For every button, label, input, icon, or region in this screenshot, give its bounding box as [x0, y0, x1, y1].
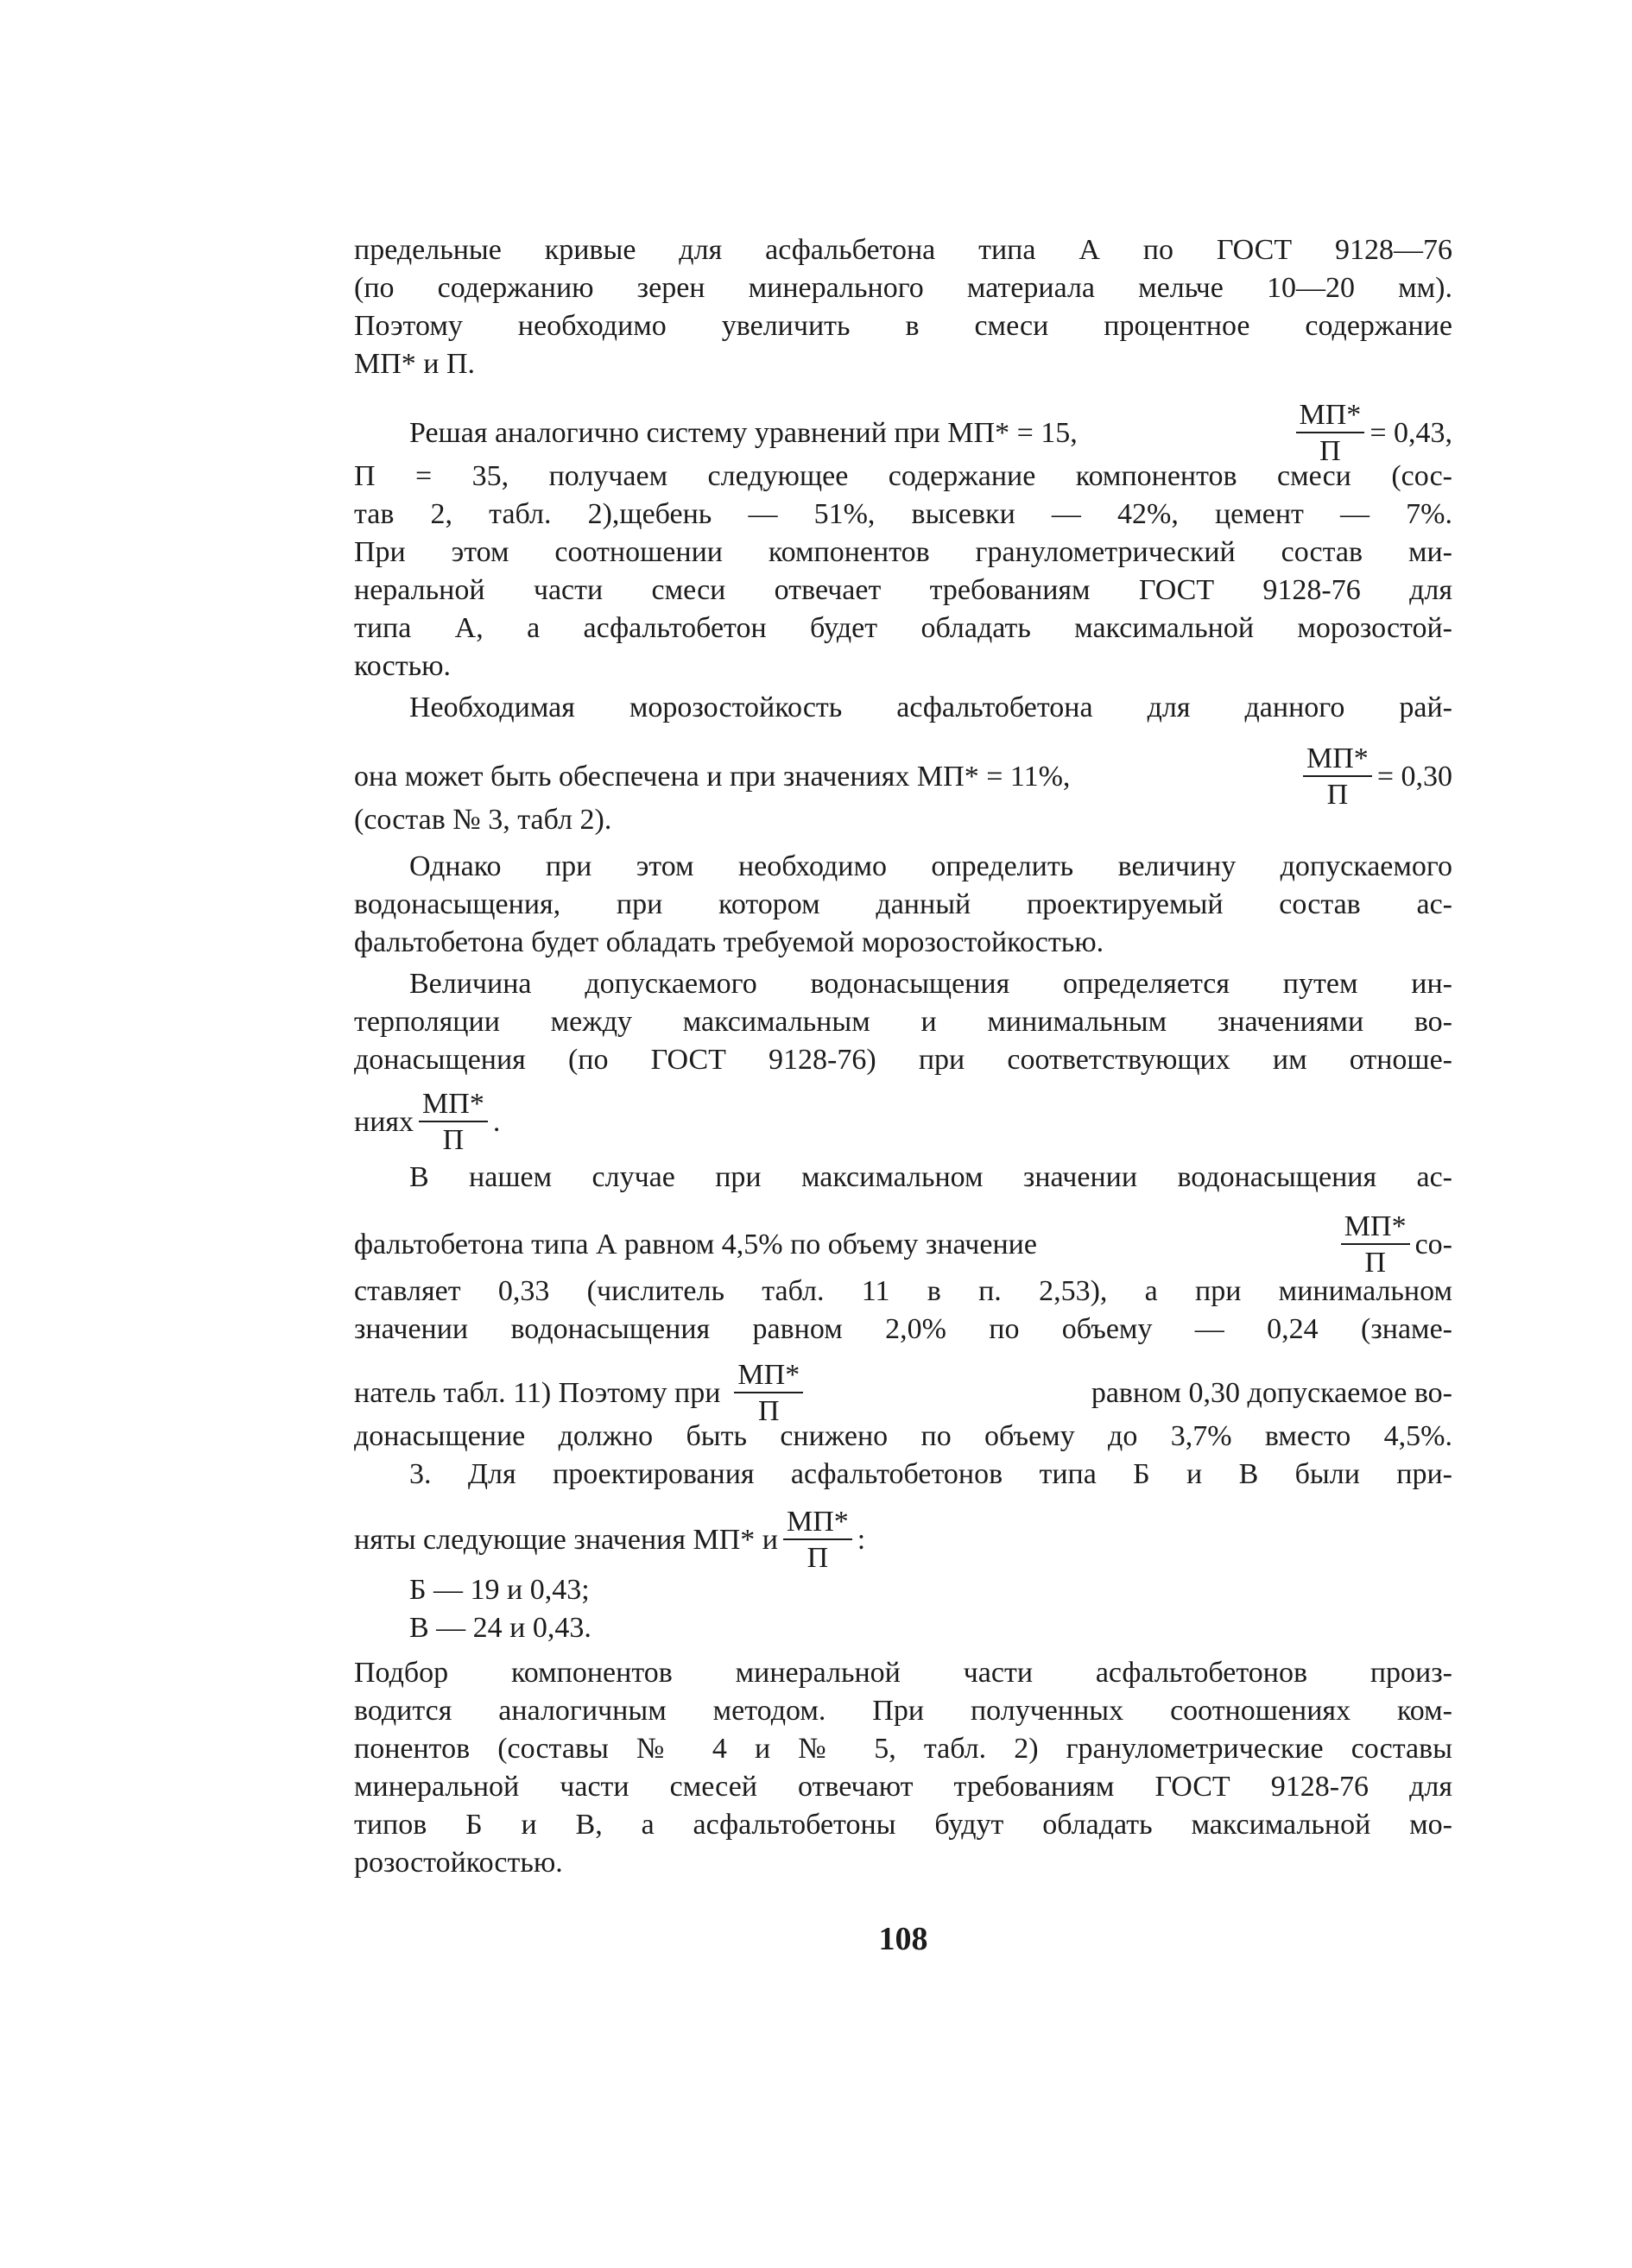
- text-line: В — 24 и 0,43.: [409, 1612, 591, 1644]
- text-line: водонасыщения, при котором данный проектируемый состав ас-: [354, 888, 1452, 920]
- fraction-denominator: П: [1319, 435, 1341, 467]
- text-segment: няты следующие значения МП* и: [354, 1524, 778, 1556]
- equation-line: [354, 1507, 1452, 1573]
- fraction: [419, 1090, 488, 1155]
- text-line: значении водонасыщения равном 2,0% по объему — 0,24 (знаме-: [354, 1313, 1452, 1345]
- text-line: типа А, а асфальтобетон будет обладать максимальной морозостой-: [354, 612, 1452, 644]
- fraction-numerator: МП*: [419, 1090, 488, 1122]
- page-number: 108: [878, 1921, 928, 1957]
- equation-line: [354, 1361, 1452, 1426]
- fraction: [783, 1507, 852, 1573]
- text-line: донасыщение должно быть снижено по объему до 3,7% вместо 4,5%.: [354, 1420, 1452, 1452]
- equation-line: [354, 744, 1452, 810]
- equation-line: [354, 401, 1452, 466]
- text-segment: натель табл. 11) Поэтому при: [354, 1377, 721, 1409]
- text-segment: она может быть обеспечена и при значениях МП* = 11%,: [354, 761, 1071, 793]
- text-line: типов Б и В, а асфальтобетоны будут обладать максимальной мо-: [354, 1809, 1452, 1841]
- text-segment: :: [857, 1524, 866, 1556]
- fraction-numerator: МП*: [1303, 744, 1372, 777]
- text-segment: ниях: [354, 1106, 414, 1138]
- fraction-denominator: П: [442, 1124, 465, 1156]
- fraction-denominator: П: [1364, 1247, 1386, 1279]
- text-segment: Решая аналогично систему уравнений при МП* = 15,: [409, 417, 1078, 449]
- text-line: При этом соотношении компонентов гранулометрический состав ми-: [354, 536, 1452, 568]
- fraction: [1303, 744, 1372, 810]
- text-line: предельные кривые для асфальбетона типа А по ГОСТ 9128—76: [354, 234, 1452, 266]
- fraction-numerator: МП*: [1341, 1212, 1410, 1245]
- text-line: тав 2, табл. 2),щебень — 51%, высевки — 42%, цемент — 7%.: [354, 498, 1452, 530]
- text-line: В нашем случае при максимальном значении водонасыщения ас-: [409, 1161, 1452, 1193]
- text-segment: = 0,30: [1376, 761, 1452, 793]
- text-line: МП* и П.: [354, 348, 476, 380]
- text-line: понентов (составы № 4 и № 5, табл. 2) гранулометрические составы: [354, 1733, 1452, 1765]
- text-line: (состав № 3, табл 2).: [354, 804, 612, 836]
- text-line: Поэтому необходимо увеличить в смеси процентное содержание: [354, 310, 1452, 342]
- text-line: ставляет 0,33 (числитель табл. 11 в п. 2,53), а при минимальном: [354, 1275, 1452, 1307]
- fraction-denominator: П: [758, 1395, 780, 1427]
- text-line: 3. Для проектирования асфальтобетонов типа Б и В были при-: [409, 1458, 1452, 1490]
- text-line: розостойкостью.: [354, 1847, 563, 1879]
- text-segment: равном 0,30 допускаемое во-: [1091, 1377, 1452, 1409]
- text-line: фальтобетона будет обладать требуемой морозостойкостью.: [354, 926, 1104, 958]
- text-line: Однако при этом необходимо определить величину допускаемого: [409, 850, 1452, 882]
- text-segment: со-: [1414, 1229, 1452, 1260]
- fraction: [1296, 401, 1365, 466]
- text-segment: фальтобетона типа А равном 4,5% по объему значение: [354, 1229, 1037, 1260]
- text-line: (по содержанию зерен минерального материала мельче 10—20 мм).: [354, 272, 1452, 304]
- text-line: Подбор компонентов минеральной части асфальтобетонов произ-: [354, 1657, 1452, 1689]
- text-line: терполяции между максимальным и минимальным значениями во-: [354, 1006, 1452, 1038]
- equation-line: [354, 1090, 1452, 1155]
- fraction-denominator: П: [1326, 779, 1349, 811]
- fraction: [734, 1361, 803, 1426]
- text-line: Необходимая морозостойкость асфальтобетона для данного рай-: [409, 692, 1452, 723]
- text-line: Величина допускаемого водонасыщения определяется путем ин-: [409, 968, 1452, 1000]
- equation-line: [354, 1212, 1452, 1278]
- text-line: Б — 19 и 0,43;: [409, 1574, 590, 1606]
- fraction-numerator: МП*: [783, 1507, 852, 1540]
- text-segment: .: [492, 1106, 501, 1138]
- text-segment: = 0,43,: [1369, 417, 1452, 449]
- text-line: донасыщения (по ГОСТ 9128-76) при соответствующих им отноше-: [354, 1044, 1452, 1076]
- text-line: неральной части смеси отвечает требованиям ГОСТ 9128-76 для: [354, 574, 1452, 606]
- text-line: минеральной части смесей отвечают требованиям ГОСТ 9128-76 для: [354, 1771, 1452, 1803]
- text-line: П = 35, получаем следующее содержание компонентов смеси (сос-: [354, 460, 1452, 492]
- text-line: водится аналогичным методом. При полученных соотношениях ком-: [354, 1695, 1452, 1727]
- fraction: [1341, 1212, 1410, 1278]
- text-line: костью.: [354, 650, 451, 682]
- fraction-numerator: МП*: [1296, 401, 1365, 433]
- fraction-denominator: П: [807, 1542, 829, 1574]
- fraction-numerator: МП*: [734, 1361, 803, 1393]
